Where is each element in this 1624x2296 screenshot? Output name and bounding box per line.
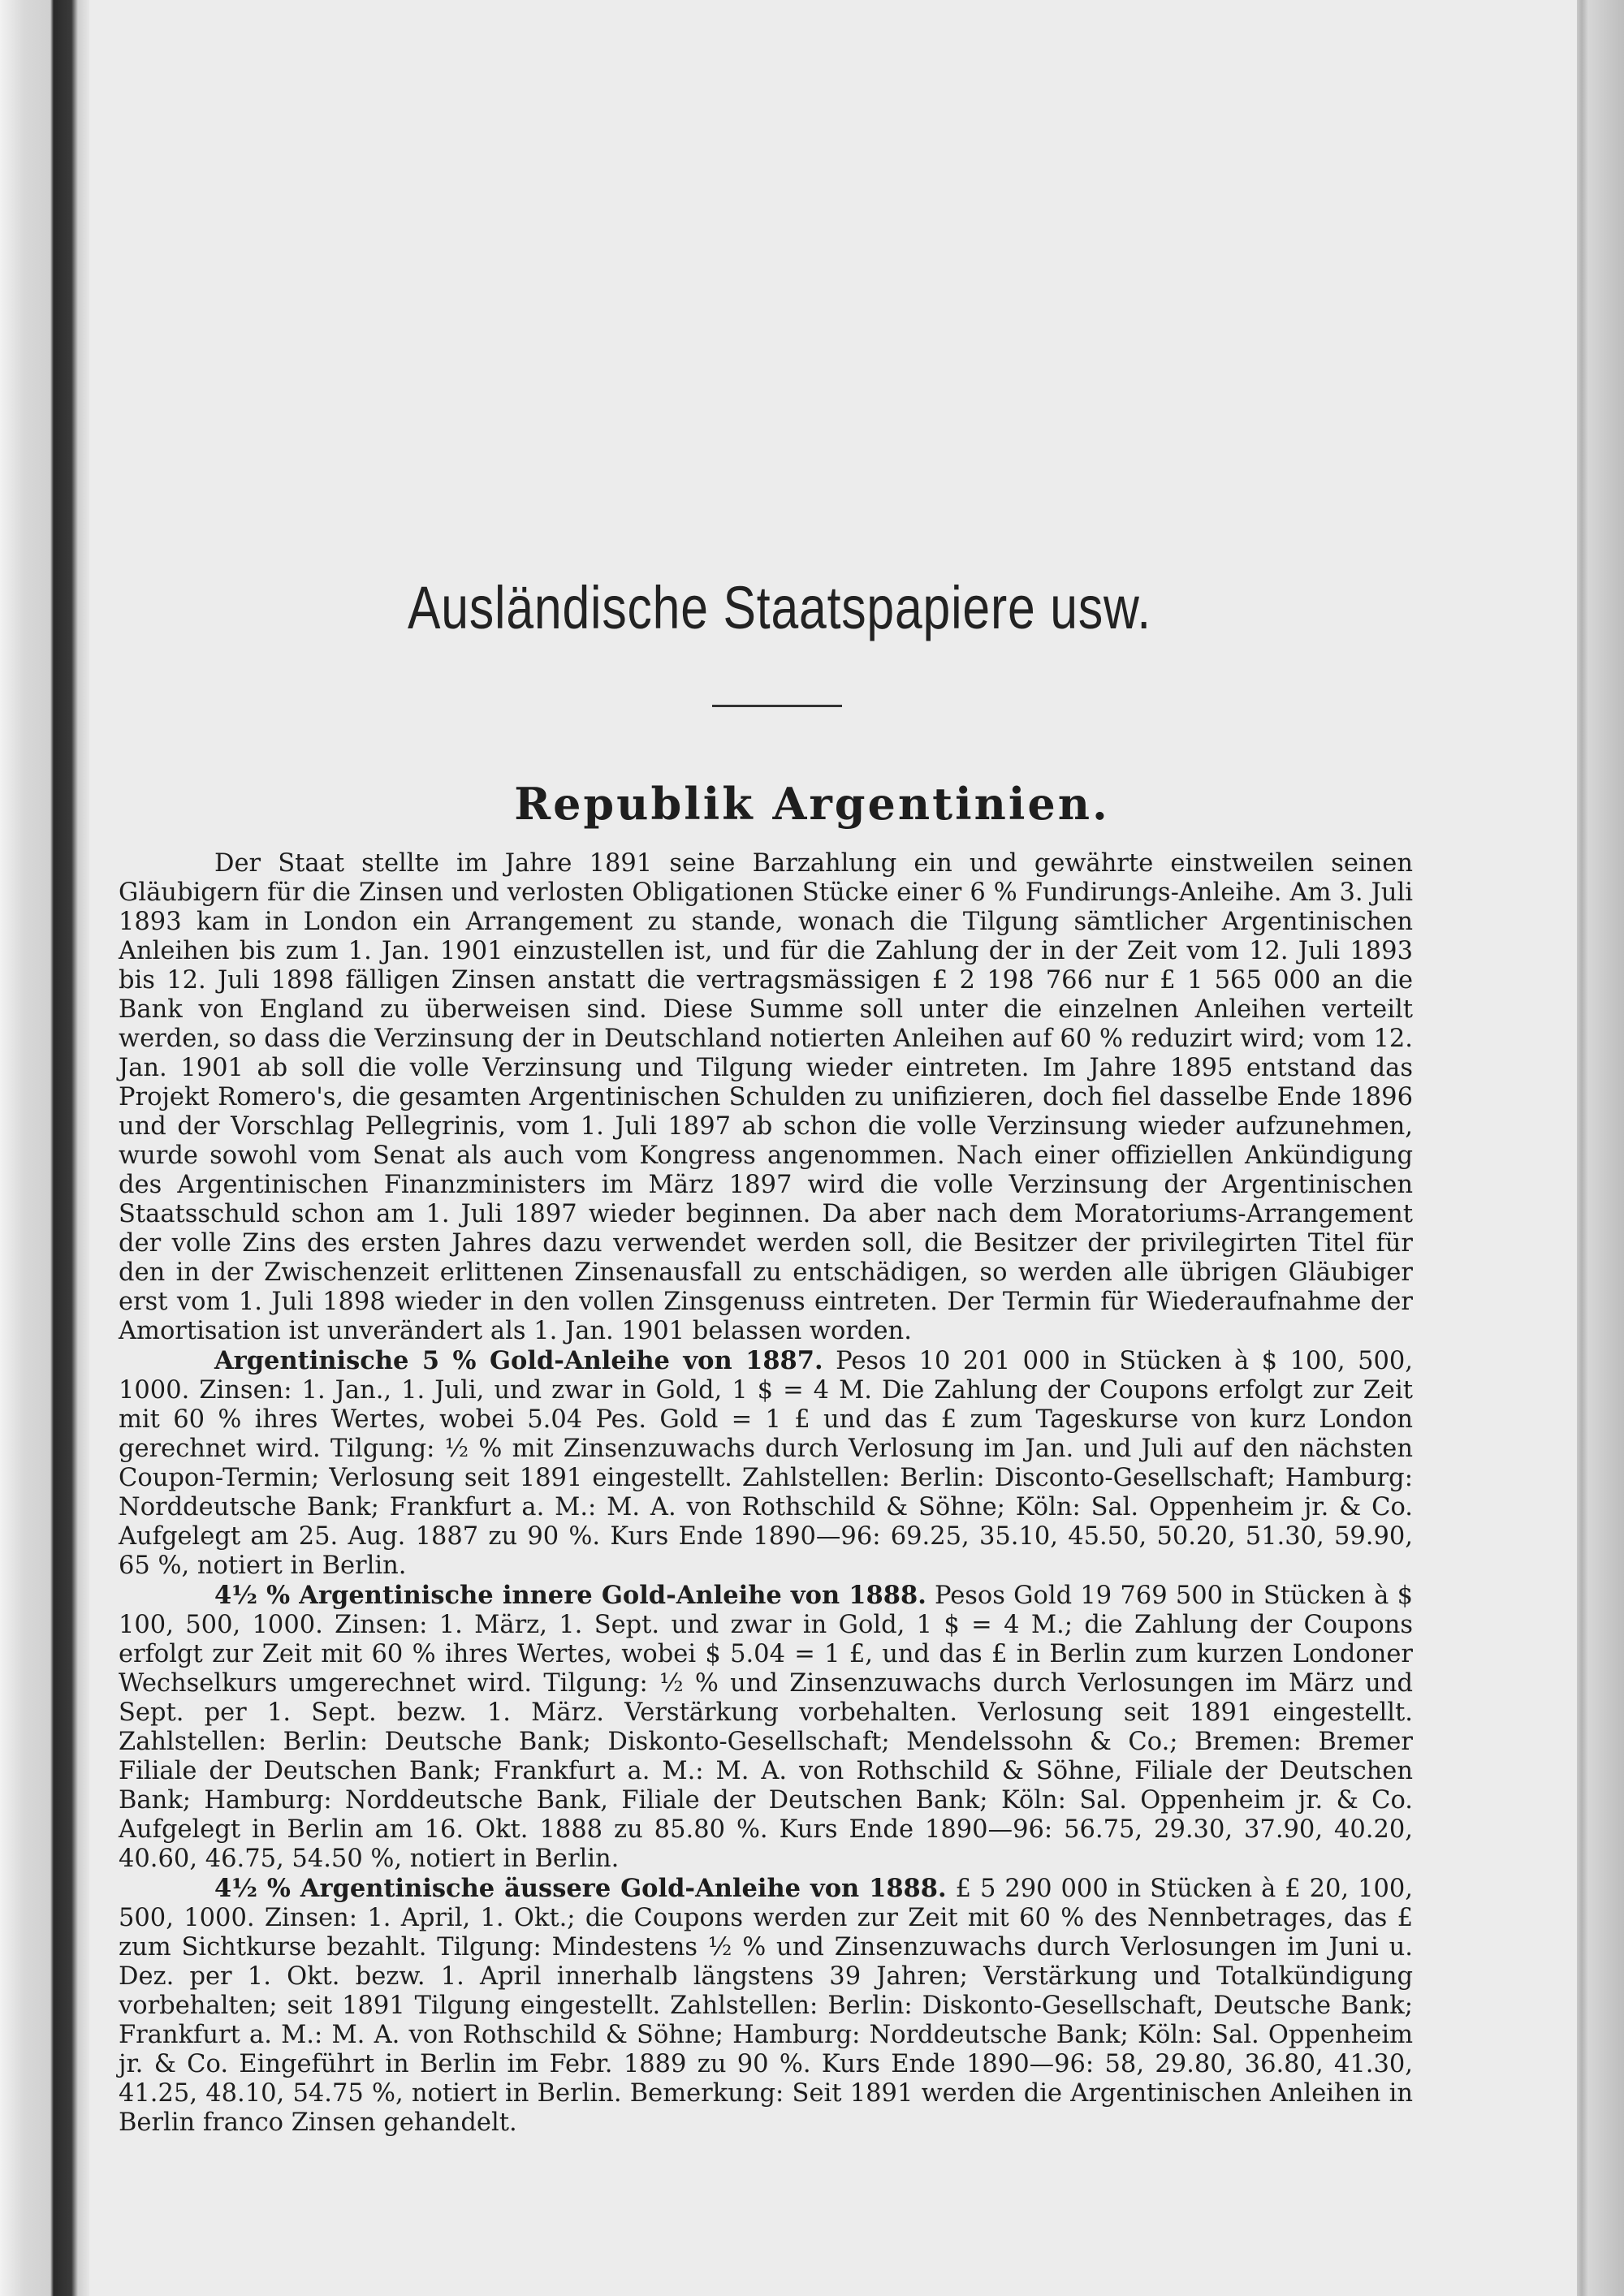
bond-text: £ 5 290 000 in Stücken à £ 20, 100, 500, 1000. Zinsen: 1. April, 1. Okt.; die Coupons werden zur Zeit mit 60 % des Nennbetrages, das £ zum Sichtkurse bezahlt. Tilgung: Mindestens ½ % und Zinsenzuwachs durch Verlosungen im Juni u. Dez. per 1. Okt. bezw. 1. April innerhalb längstens 39 Jahren; Verstärkung und Totalkündigung vorbehalten; seit 1891 Tilgung eingestellt. Zahlstellen: Berlin: Diskonto-Gesellschaft, Deutsche Bank; Frankfurt a. M.: M. A. von Rothschild & Söhne; Hamburg: Norddeutsche Bank; Köln: Sal. Oppenheim jr. & Co. Eingeführt in Berlin im Febr. 1889 zu 90 %. Kurs Ende 1890—96: 58, 29.80, 36.80, 41.30, 41.25, 48.10, 54.75 %, notiert in Berlin. Bemerkung: Seit 1891 werden die Argentinischen Anleihen in Berlin franco Zinsen gehandelt. [119,1875,1413,2137]
title-divider [712,705,842,707]
intro-paragraph: Der Staat stellte im Jahre 1891 seine Barzahlung ein und gewährte einstweilen seinen Gläubigern für die Zinsen und verlosten Obligationen Stücke einer 6 % Fundirungs-Anleihe. Am 3. Juli 1893 kam in London ein Arrangement zu stande, wonach die Tilgung sämtlicher Argentinischen Anleihen bis zum 1. Jan. 1901 einzustellen ist, und für die Zahlung der in der Zeit vom 12. Juli 1893 bis 12. Juli 1898 fälligen Zinsen anstatt die vertragsmässigen £ 2 198 766 nur £ 1 565 000 an die Bank von England zu überweisen sind. Diese Summe soll unter die einzelnen Anleihen verteilt werden, so dass die Verzinsung der in Deutschland notierten Anleihen auf 60 % reduzirt wird; vom 12. Jan. 1901 ab soll die volle Verzinsung und Tilgung wieder eintreten. Im Jahre 1895 entstand das Projekt Romero's, die gesamten Argentinischen Schulden zu unifizieren, doch fiel dasselbe Ende 1896 und der Vorschlag Pellegrinis, vom 1. Juli 1897 ab schon die volle Verzinsung wieder aufzunehmen, wurde sowohl vom Senat als auch vom Kongress angenommen. Nach einer offiziellen Ankündigung des Argentinischen Finanzministers im März 1897 wird die volle Verzinsung der Argentinischen Staatsschuld schon am 1. Juli 1897 wieder beginnen. Da aber nach dem Moratoriums-Arrangement der volle Zins des ersten Jahres dazu verwendet werden soll, die Besitzer der privilegirten Titel für den in der Zwischenzeit erlittenen Zinsenausfall zu entschädigen, so werden alle übrigen Gläubiger erst vom 1. Juli 1898 wieder in den vollen Zinsgenuss eintreten. Der Termin für Wiederaufnahme der Amortisation ist unverändert als 1. Jan. 1901 belassen worden. [119,849,1413,1345]
section-title: Republik Argentinien. [514,778,1110,830]
bond-title: 4½ % Argentinische innere Gold-Anleihe von 1888. [214,1581,926,1610]
bond-title: 4½ % Argentinische äussere Gold-Anleihe von 1888. [214,1874,947,1903]
page-title: Ausländische Staatspapiere usw. [408,574,1151,641]
bond-entry [119,1581,1413,1874]
binding-edge [0,0,89,2296]
bond-text: Pesos 10 201 000 in Stücken à $ 100, 500, 1000. Zinsen: 1. Jan., 1. Juli, und zwar in Gold, 1 $ = 4 M. Die Zahlung der Coupons erfolgt zur Zeit mit 60 % ihres Wertes, wobei 5.04 Pes. Gold = 1 £ und das £ zum Tageskurse von kurz London gerechnet wird. Tilgung: ½ % mit Zinsenzuwachs durch Verlosung im Jan. und Juli auf den nächsten Coupon-Termin; Verlosung seit 1891 eingestellt. Zahlstellen: Berlin: Disconto-Gesellschaft; Hamburg: Norddeutsche Bank; Frankfurt a. M.: M. A. von Rothschild & Söhne; Köln: Sal. Oppenheim jr. & Co. Aufgelegt am 25. Aug. 1887 zu 90 %. Kurs Ende 1890—96: 69.25, 35.10, 45.50, 50.20, 51.30, 59.90, 65 %, notiert in Berlin. [119,1347,1413,1580]
document-body [119,849,1413,2138]
bond-entry [119,1874,1413,2138]
bond-entry [119,1346,1413,1581]
page-edge [1577,0,1624,2296]
bond-text: Pesos Gold 19 769 500 in Stücken à $ 100, 500, 1000. Zinsen: 1. März, 1. Sept. und zwar in Gold, 1 $ = 4 M.; die Zahlung der Coupons erfolgt zur Zeit mit 60 % ihres Wertes, wobei $ 5.04 = 1 £, und das £ in Berlin zum kurzen Londoner Wechselkurs umgerechnet wird. Tilgung: ½ % und Zinsenzuwachs durch Verlosungen im März und Sept. per 1. Sept. bezw. 1. März. Verstärkung vorbehalten. Verlosung seit 1891 eingestellt. Zahlstellen: Berlin: Deutsche Bank; Diskonto-Gesellschaft; Mendelssohn & Co.; Bremen: Bremer Filiale der Deutschen Bank; Frankfurt a. M.: M. A. von Rothschild & Söhne, Filiale der Deutschen Bank; Hamburg: Norddeutsche Bank, Filiale der Deutschen Bank; Köln: Sal. Oppenheim jr. & Co. Aufgelegt in Berlin am 16. Okt. 1888 zu 85.80 %. Kurs Ende 1890—96: 56.75, 29.30, 37.90, 40.20, 40.60, 46.75, 54.50 %, notiert in Berlin. [119,1582,1413,1873]
bond-title: Argentinische 5 % Gold-Anleihe von 1887. [214,1346,823,1375]
